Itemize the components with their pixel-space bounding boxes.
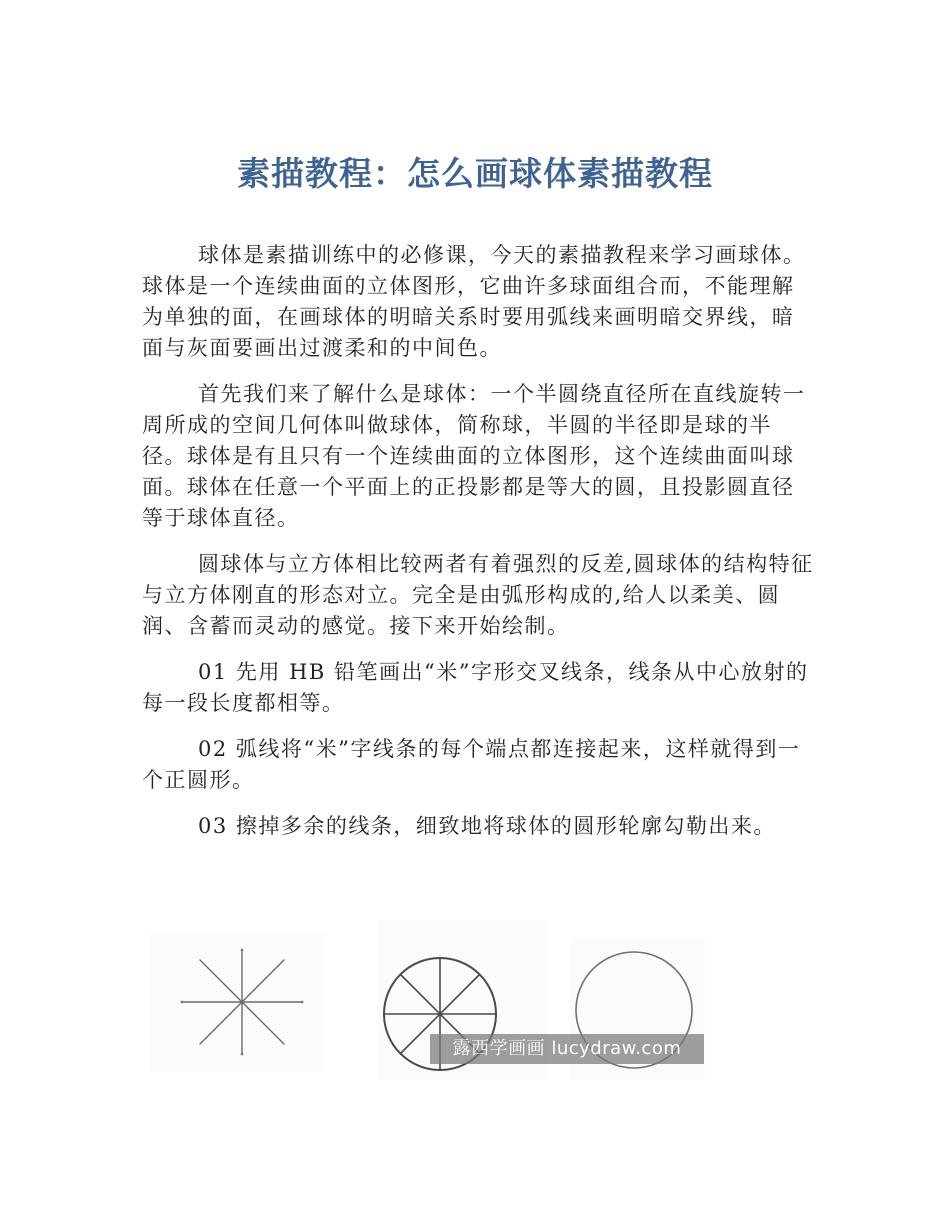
article-body bbox=[142, 240, 814, 857]
step-illustrations bbox=[150, 920, 710, 1080]
watermark-label: 露西学画画 lucydraw.com bbox=[430, 1034, 704, 1064]
paragraph-step-02: 02 弧线将“米”字线条的每个端点都连接起来，这样就得到一个正圆形。 bbox=[142, 737, 801, 792]
paragraph-step-03: 03 擦掉多余的线条，细致地将球体的圆形轮廓勾勒出来。 bbox=[198, 814, 776, 838]
illustration-star-lines bbox=[150, 932, 325, 1072]
page-title: 素描教程：怎么画球体素描教程 bbox=[237, 154, 713, 193]
paragraph-definition: 首先我们来了解什么是球体：一个半圆绕直径所在直线旋转一周所成的空间几何体叫做球体，简称球，半圆的半径即是球的半径。球体是有且只有一个连续曲面的立体图形，这个连续曲面叫球面。球体在任意一个平面上的正投影都是等大的圆，且投影圆直径等于球体直径。 bbox=[142, 382, 806, 530]
paragraph-step-01: 01 先用 HB 铅笔画出“米”字形交叉线条，线条从中心放射的每一段长度都相等。 bbox=[142, 660, 809, 715]
paragraph-intro: 球体是素描训练中的必修课，今天的素描教程来学习画球体。球体是一个连续曲面的立体图形，它曲许多球面组合而，不能理解为单独的面，在画球体的明暗关系时要用弧线来画明暗交界线，暗面与灰面要画出过渡柔和的中间色。 bbox=[142, 243, 806, 360]
paragraph-comparison: 圆球体与立方体相比较两者有着强烈的反差,圆球体的结构特征与立方体刚直的形态对立。完全是由弧形构成的,给人以柔美、圆润、含蓄而灵动的感觉。接下来开始绘制。 bbox=[142, 552, 814, 638]
